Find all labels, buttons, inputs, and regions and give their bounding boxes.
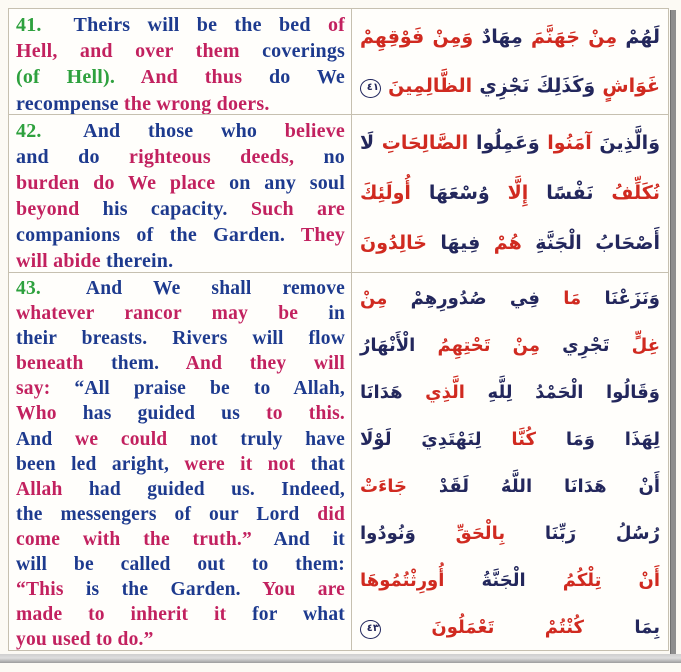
text-segment: no xyxy=(323,146,345,168)
text-segment: And xyxy=(16,428,53,450)
text-segment: أُولَئِكَ xyxy=(360,182,411,204)
verse-number: 42. xyxy=(16,120,42,142)
text-segment: وَقَالُوا الْحَمْدُ لِلَّهِ xyxy=(487,382,660,403)
verse-number: 43. xyxy=(16,278,41,299)
right-border-bar xyxy=(670,10,676,655)
english-cell-verse-42 xyxy=(9,114,352,272)
arabic-line xyxy=(360,416,660,463)
text-segment: لَهُمْ xyxy=(625,26,660,48)
arabic-cell-verse-41 xyxy=(352,9,668,114)
text-segment: هُمْ xyxy=(493,232,522,254)
english-line xyxy=(16,527,345,552)
ayah-end-marker: ٤٣ xyxy=(360,620,381,639)
text-segment: did xyxy=(317,503,345,525)
text-segment: خَالِدُونَ xyxy=(360,232,427,254)
text-segment: companions of the Garden. xyxy=(16,224,286,246)
text-segment: the wrong doers. xyxy=(123,92,270,114)
text-segment: his capacity. xyxy=(102,198,228,220)
arabic-line xyxy=(360,322,660,369)
english-line xyxy=(16,276,345,301)
english-line xyxy=(16,502,345,527)
text-segment: غَوَاشٍ xyxy=(602,75,660,97)
text-segment: غِلٍّ xyxy=(631,335,660,356)
english-cell-verse-43 xyxy=(9,272,352,650)
text-segment: أُورِثْتُمُوهَا xyxy=(360,570,445,591)
text-segment: You are xyxy=(262,579,346,601)
arabic-line xyxy=(360,369,660,416)
text-segment: إِلَّا xyxy=(507,182,529,204)
text-segment: فِيهَا xyxy=(440,232,481,254)
text-segment: their breasts. Rivers will flow xyxy=(16,328,345,350)
text-segment: بِمَا xyxy=(634,617,660,638)
text-segment: whatever rancor may be xyxy=(16,303,299,325)
text-segment: beyond xyxy=(16,198,80,220)
english-line xyxy=(16,602,345,627)
text-segment: “All praise be to Allah, xyxy=(74,378,346,400)
text-segment: made to inherit it xyxy=(16,604,227,626)
english-line xyxy=(16,12,345,38)
text-segment: And We shall remove xyxy=(85,278,345,299)
text-segment: تَجْرِي xyxy=(562,335,610,356)
arabic-line xyxy=(360,275,660,322)
text-segment: رُسُلُ رَبِّنَا xyxy=(544,523,660,544)
text-segment: believe xyxy=(284,120,345,142)
english-line xyxy=(16,427,345,452)
english-line xyxy=(16,452,345,477)
text-segment: you used to do.” xyxy=(16,629,154,650)
text-segment: righteous deeds, xyxy=(129,146,295,168)
text-segment: They xyxy=(300,224,345,246)
text-segment: for what xyxy=(252,604,345,626)
english-line xyxy=(16,351,345,376)
text-segment: will be called out to them: xyxy=(16,554,345,576)
text-segment: لَا xyxy=(360,132,375,154)
text-segment: كُنَّا xyxy=(511,429,536,450)
text-segment: Such are xyxy=(250,198,346,220)
arabic-line xyxy=(360,604,660,650)
arabic-line xyxy=(360,13,660,62)
text-segment: recompense xyxy=(16,92,119,114)
arabic-cell-verse-43 xyxy=(352,272,668,650)
verse-table xyxy=(8,8,669,651)
text-segment: them. xyxy=(111,353,160,375)
text-segment: “This xyxy=(16,579,64,601)
english-line xyxy=(16,38,345,64)
text-segment: وَكَذَلِكَ نَجْزِي xyxy=(479,75,596,97)
arabic-line xyxy=(360,463,660,510)
arabic-cell-verse-42 xyxy=(352,114,668,272)
text-segment: مِنْ xyxy=(360,288,388,309)
text-segment: مِنْ جَهَنَّمَ xyxy=(531,26,618,48)
text-segment: Hell, and over them xyxy=(16,40,240,63)
arabic-line xyxy=(360,62,660,111)
english-line xyxy=(16,248,345,272)
text-segment: الَّذِي xyxy=(425,382,465,403)
text-segment: Who xyxy=(16,403,57,425)
text-segment: has guided us xyxy=(82,403,241,425)
text-segment: is the Garden. xyxy=(85,579,241,601)
arabic-line xyxy=(360,218,660,272)
english-line xyxy=(16,627,345,650)
text-segment: وَنُودُوا xyxy=(360,523,416,544)
text-segment: And they will xyxy=(185,353,346,375)
text-segment: to this. xyxy=(266,403,345,425)
text-segment: أَنْ تِلْكُمُ xyxy=(562,570,660,591)
text-segment: And thus xyxy=(140,66,243,89)
text-segment: burden do We place xyxy=(16,172,216,194)
english-line xyxy=(16,196,345,222)
ayah-end-marker: ٤١ xyxy=(360,79,381,98)
text-segment: بِالْحَقِّ xyxy=(455,523,506,544)
text-segment: in xyxy=(328,303,345,325)
text-segment: had guided us. Indeed, xyxy=(88,478,345,500)
text-segment: and do xyxy=(16,146,100,168)
english-line xyxy=(16,170,345,196)
text-segment: كُنْتُمْ تَعْمَلُونَ xyxy=(431,617,585,638)
text-segment: الْأَنْهَارُ xyxy=(360,335,416,356)
verse-number: 41. xyxy=(16,14,42,36)
text-segment: وَنَزَعْنَا xyxy=(604,288,660,309)
text-segment: will abide xyxy=(16,250,101,272)
text-segment: مِهَادٌ xyxy=(481,26,523,48)
text-segment: of xyxy=(327,14,346,36)
text-segment: Allah xyxy=(16,478,63,500)
english-line xyxy=(16,326,345,351)
arabic-line xyxy=(360,118,660,168)
english-line xyxy=(16,91,345,114)
english-line xyxy=(16,552,345,577)
text-segment: مِنْ تَحْتِهِمُ xyxy=(437,335,540,356)
text-segment: been led aright, xyxy=(16,453,170,475)
text-segment: do We xyxy=(268,66,345,89)
text-segment: أَصْحَابُ الْجَنَّةِ xyxy=(535,232,661,254)
text-segment: (of Hell). xyxy=(16,66,116,89)
english-line xyxy=(16,301,345,326)
english-line xyxy=(16,118,345,144)
english-line xyxy=(16,477,345,502)
text-segment: we could xyxy=(75,428,168,450)
text-segment: الظَّالِمِينَ xyxy=(388,75,473,97)
text-segment: وَالَّذِينَ xyxy=(599,132,661,154)
arabic-line xyxy=(360,510,660,557)
text-segment: نَفْسًا xyxy=(546,182,594,204)
bottom-border-bar xyxy=(0,654,681,663)
text-segment: لِنَهْتَدِيَ لَوْلَا xyxy=(360,429,482,450)
arabic-line xyxy=(360,557,660,604)
text-segment: جَاءَتْ xyxy=(360,476,408,497)
text-segment: And it xyxy=(273,528,345,550)
english-cell-verse-41 xyxy=(9,9,352,114)
text-segment: لِهَذَا وَمَا xyxy=(565,429,660,450)
text-segment: And those who xyxy=(83,120,258,142)
text-segment: beneath xyxy=(16,353,84,375)
text-segment: هَدَانَا xyxy=(360,382,403,403)
english-line xyxy=(16,376,345,401)
text-segment: come with the truth.” xyxy=(16,528,252,550)
text-segment: not truly have xyxy=(190,428,345,450)
text-segment: آمَنُوا xyxy=(547,132,592,154)
text-segment: الصَّالِحَاتِ xyxy=(381,132,469,154)
text-segment: وَمِنْ فَوْقِهِمْ xyxy=(360,26,474,48)
text-segment: say: xyxy=(16,378,51,400)
text-segment: فِي صُدُورِهِمْ xyxy=(410,288,540,309)
text-segment: therein. xyxy=(106,250,174,272)
text-segment: مَا xyxy=(563,288,582,309)
text-segment: Theirs will be the bed xyxy=(73,14,311,36)
text-segment: were it not xyxy=(184,453,296,475)
text-segment: وُسْعَهَا xyxy=(428,182,490,204)
arabic-line xyxy=(360,168,660,218)
text-segment: أَنْ هَدَانَا اللَّهُ لَقَدْ xyxy=(438,476,660,497)
text-segment: نُكَلِّفُ xyxy=(611,182,660,204)
text-segment: coverings xyxy=(262,40,346,63)
english-line xyxy=(16,64,345,90)
english-line xyxy=(16,577,345,602)
text-segment: that xyxy=(310,453,345,475)
text-segment: وَعَمِلُوا xyxy=(475,132,540,154)
text-segment: the messengers of our Lord xyxy=(16,503,300,525)
english-line xyxy=(16,222,345,248)
text-segment: الْجَنَّةُ xyxy=(481,570,526,591)
english-line xyxy=(16,144,345,170)
text-segment: on any soul xyxy=(229,172,345,194)
english-line xyxy=(16,401,345,426)
